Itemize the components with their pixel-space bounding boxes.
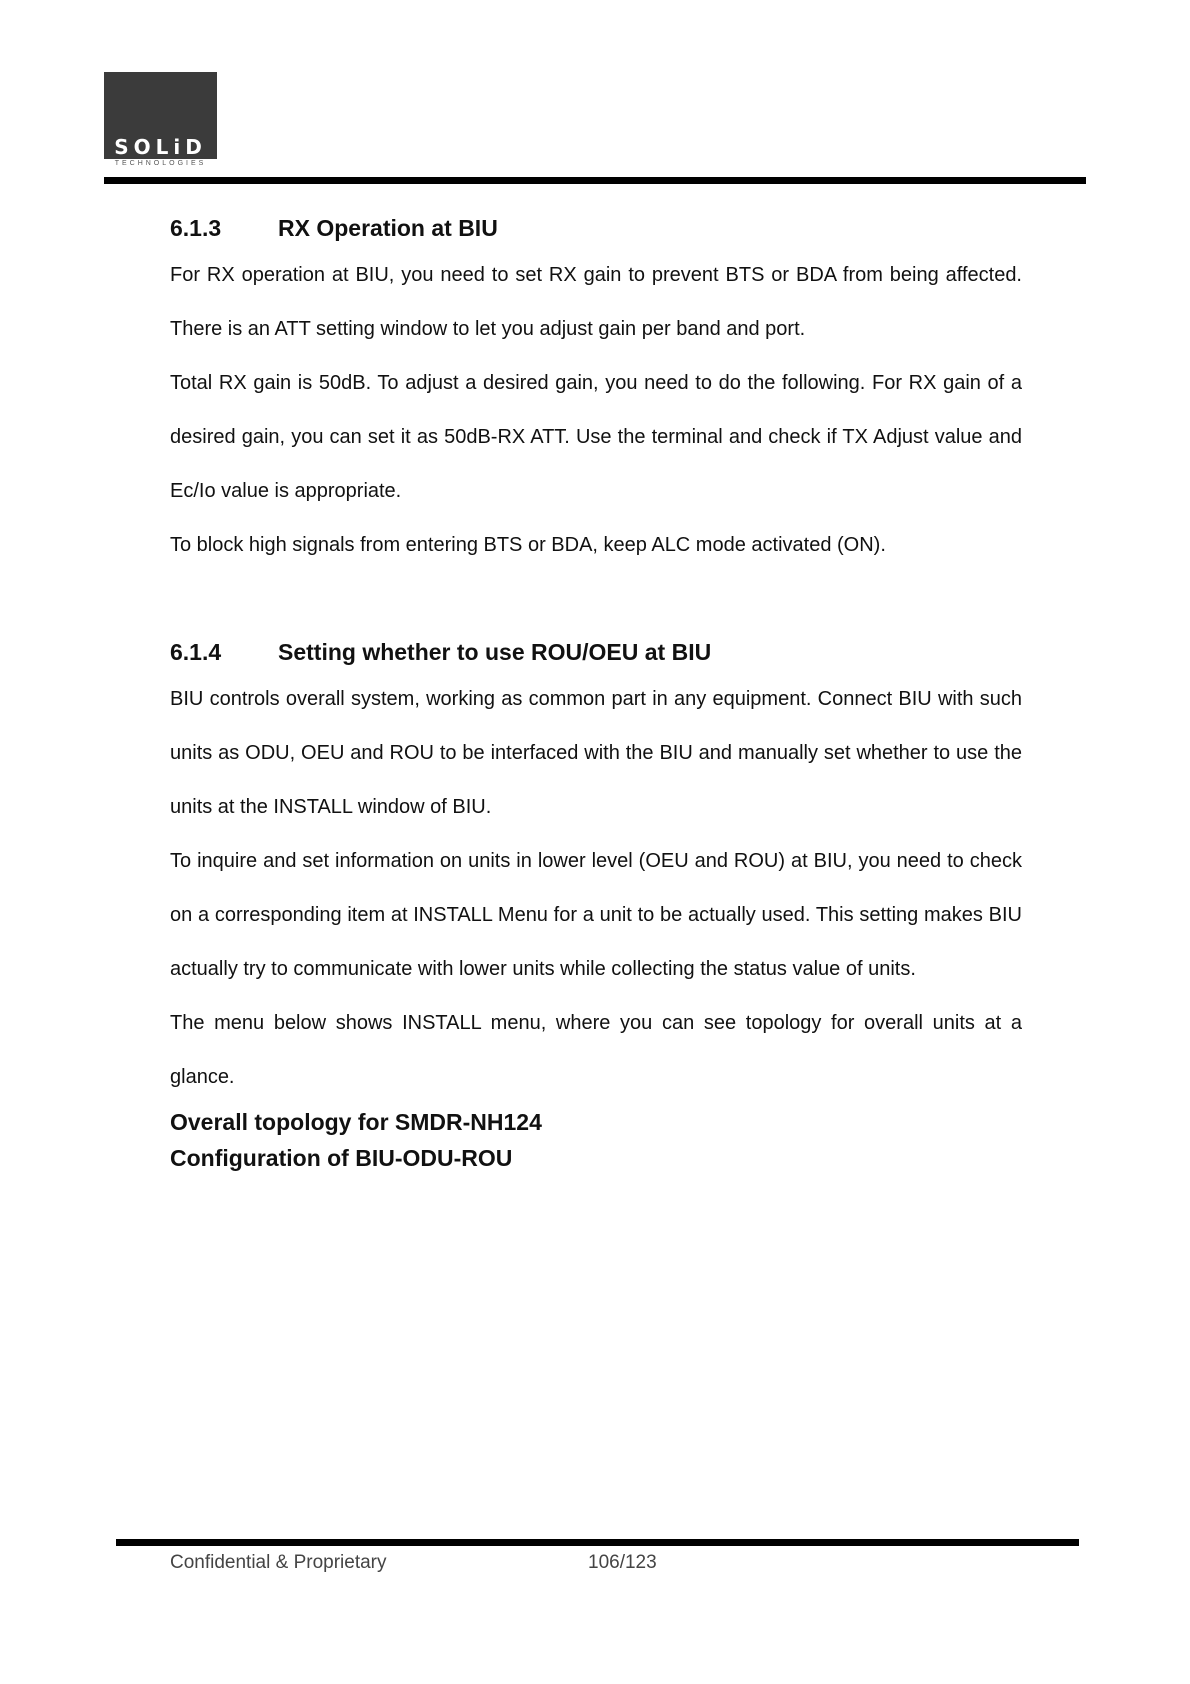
logo-subtext: TECHNOLOGIES — [114, 160, 207, 167]
section-number: 6.1.4 — [170, 639, 222, 665]
company-logo — [104, 72, 217, 168]
subheading-configuration: Configuration of BIU-ODU-ROU — [170, 1145, 513, 1171]
paragraph: To block high signals from entering BTS or BDA, keep ALC mode activated (ON). — [170, 534, 886, 556]
paragraph: To inquire and set information on units in lower level (OEU and ROU) at BIU, you need to check on a corresponding item at INSTALL Menu for a unit to be actually used. This setting makes BIU actually try to communicate with lower units while collecting the status value of units. — [170, 850, 1022, 980]
section-number: 6.1.3 — [170, 215, 222, 241]
section-heading — [170, 208, 1022, 248]
page-number: 106/123 — [588, 1552, 657, 1573]
footer-confidential: Confidential & Proprietary — [170, 1552, 387, 1573]
section-6-1-3 — [170, 208, 1022, 572]
section-title: RX Operation at BIU — [278, 215, 498, 241]
header-rule — [104, 177, 1086, 184]
section-title: Setting whether to use ROU/OEU at BIU — [278, 639, 712, 665]
paragraph: The menu below shows INSTALL menu, where you can see topology for overall units at a glance. — [170, 1012, 1022, 1088]
paragraph: For RX operation at BIU, you need to set RX gain to prevent BTS or BDA from being affected. There is an ATT setting window to let you adjust gain per band and port. — [170, 264, 1022, 340]
footer-rule — [116, 1539, 1079, 1546]
logo-block — [104, 72, 217, 135]
subheading-topology: Overall topology for SMDR-NH124 — [170, 1109, 542, 1135]
section-6-1-4 — [170, 632, 1022, 1104]
section-heading — [170, 632, 1022, 672]
paragraph: BIU controls overall system, working as common part in any equipment. Connect BIU with such units as ODU, OEU and ROU to be interfaced with the BIU and manually set whether to use the units at the INSTALL window of BIU. — [170, 688, 1022, 818]
logo-wordmark: SOLiD — [104, 135, 217, 159]
paragraph: Total RX gain is 50dB. To adjust a desired gain, you need to do the following. For RX gain of a desired gain, you can set it as 50dB-RX ATT. Use the terminal and check if TX Adjust value and Ec/Io value is appropriate. — [170, 372, 1022, 502]
page-content — [170, 208, 1022, 1176]
